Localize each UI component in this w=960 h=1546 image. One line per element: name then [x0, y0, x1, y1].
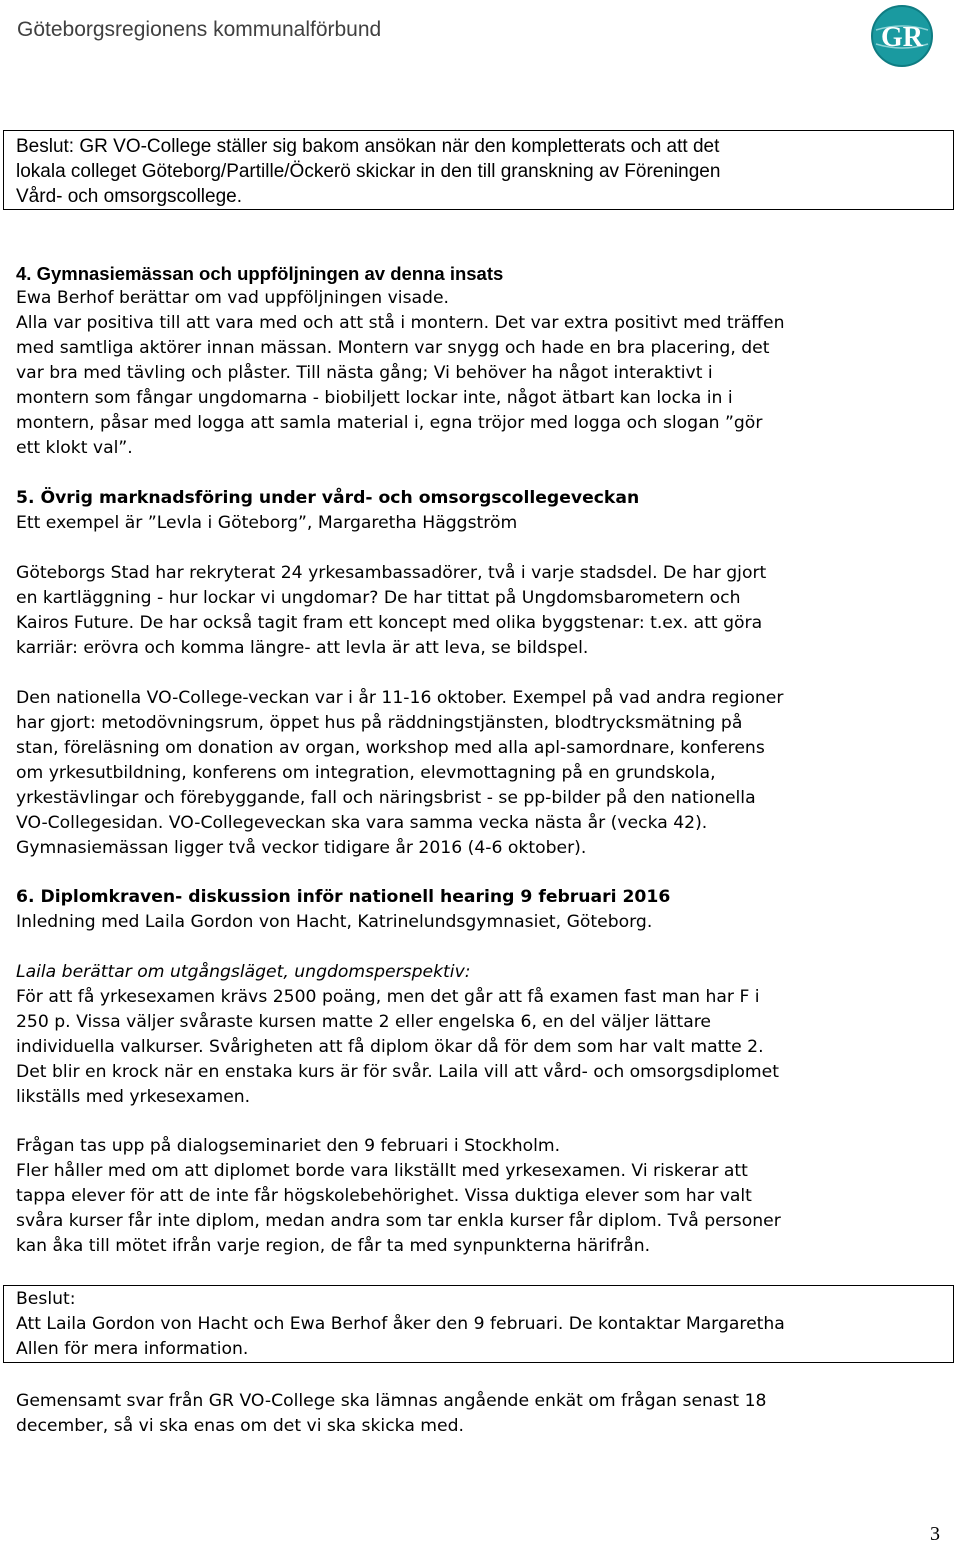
decision-box-college: [3, 130, 954, 210]
section-4-body: montern som fångar ungdomarna - biobiljett lockar inte, något ätbart kan locka in i: [16, 388, 733, 408]
paragraph-line: individuella valkurser. Svårigheten att få diplom ökar då för dem som har valt matte 2.: [16, 1037, 764, 1057]
closing-paragraph: [16, 1389, 951, 1439]
section-4-body: ett klokt val”.: [16, 438, 133, 458]
paragraph-line: Kairos Future. De har också tagit fram ett koncept med olika byggstenar: t.ex. att göra: [16, 613, 763, 633]
section-4-body: montern, påsar med logga att samla material i, egna tröjor med logga och slogan ”gör: [16, 413, 763, 433]
box2-line: Att Laila Gordon von Hacht och Ewa Berhof åker den 9 februari. De kontaktar Margaretha: [16, 1314, 785, 1334]
paragraph-line: stan, föreläsning om donation av organ, workshop med alla apl-samordnare, konferens: [16, 738, 765, 758]
section-5-heading: 5. Övrig marknadsföring under vård- och omsorgscollegeveckan: [16, 488, 640, 508]
paragraph-line: Den nationella VO-College-veckan var i år 11-16 oktober. Exempel på vad andra regioner: [16, 688, 784, 708]
decision-box-hearing: [3, 1285, 954, 1363]
box2-line: Allen för mera information.: [16, 1339, 249, 1359]
section-4-body: med samtliga aktörer innan mässan. Montern var snygg och hade en bra placering, det: [16, 338, 770, 358]
section-5-para1: [16, 561, 951, 661]
section-6-para1: [16, 960, 951, 1110]
paragraph-line: om yrkesutbildning, konferens om integration, elevmottagning på en grundskola,: [16, 763, 716, 783]
box1-line: Beslut: GR VO-College ställer sig bakom ansökan när den kompletterats och att det: [16, 136, 720, 157]
paragraph-line: december, så vi ska enas om det vi ska skicka med.: [16, 1416, 464, 1436]
paragraph-line: Det blir en krock när en enstaka kurs är för svår. Laila vill att vård- och omsorgsdiplomet: [16, 1062, 779, 1082]
paragraph-line: yrkestävlingar och förebyggande, fall och näringsbrist - se pp-bilder på den nationella: [16, 788, 756, 808]
box1-line: lokala colleget Göteborg/Partille/Öckerö skickar in den till granskning av Föreningen: [16, 161, 721, 182]
section-4-heading: 4. Gymnasiemässan och uppföljningen av denna insats: [16, 263, 504, 284]
section-5-para2: [16, 686, 951, 861]
paragraph-line: likställs med yrkesexamen.: [16, 1087, 251, 1107]
paragraph-line: kan åka till mötet ifrån varje region, de får ta med synpunkterna härifrån.: [16, 1236, 651, 1256]
paragraph-line: svåra kurser får inte diplom, medan andra som tar enkla kurser får diplom. Två personer: [16, 1211, 781, 1231]
paragraph-line: Gymnasiemässan ligger två veckor tidigare år 2016 (4-6 oktober).: [16, 838, 587, 858]
paragraph-line: en kartläggning - hur lockar vi ungdomar? De har tittat på Ungdomsbarometern och: [16, 588, 741, 608]
section-5-subtitle: Ett exempel är ”Levla i Göteborg”, Margaretha Häggström: [16, 513, 518, 533]
section-4: [16, 261, 951, 461]
page-number: 3: [930, 1523, 940, 1545]
section-6-subtitle: Inledning med Laila Gordon von Hacht, Katrinelundsgymnasiet, Göteborg.: [16, 912, 653, 932]
paragraph-line: Gemensamt svar från GR VO-College ska lämnas angående enkät om frågan senast 18: [16, 1391, 767, 1411]
section-6-para2: [16, 1134, 951, 1259]
section-5: [16, 486, 951, 536]
paragraph-line: tappa elever för att de inte får högskolebehörighet. Vissa duktiga elever som har valt: [16, 1186, 752, 1206]
section-4-intro: Ewa Berhof berättar om vad uppföljningen visade.: [16, 288, 450, 308]
paragraph-line: Frågan tas upp på dialogseminariet den 9 februari i Stockholm.: [16, 1136, 561, 1156]
section-6: [16, 885, 951, 935]
paragraph-line: För att få yrkesexamen krävs 2500 poäng, men det går att få examen fast man har F i: [16, 987, 760, 1007]
paragraph-line: 250 p. Vissa väljer svåraste kursen matte 2 eller engelska 6, en del väljer lättare: [16, 1012, 711, 1032]
section-6-italic-label: Laila berättar om utgångsläget, ungdomsperspektiv:: [16, 962, 471, 982]
paragraph-line: Göteborgs Stad har rekryterat 24 yrkesambassadörer, två i varje stadsdel. De har gjort: [16, 563, 767, 583]
paragraph-line: Fler håller med om att diplomet borde vara likställt med yrkesexamen. Vi riskerar att: [16, 1161, 748, 1181]
box1-line: Vård- och omsorgscollege.: [16, 186, 242, 207]
section-4-body: Alla var positiva till att vara med och att stå i montern. Det var extra positivt med träffen: [16, 313, 785, 333]
org-name: Göteborgsregionens kommunalförbund: [17, 18, 382, 41]
paragraph-line: VO-Collegesidan. VO-Collegeveckan ska vara samma vecka nästa år (vecka 42).: [16, 813, 708, 833]
logo-text: GR: [881, 22, 923, 53]
paragraph-line: karriär: erövra och komma längre- att levla är att leva, se bildspel.: [16, 638, 589, 658]
gr-logo: [870, 4, 934, 68]
section-6-heading: 6. Diplomkraven- diskussion inför nationell hearing 9 februari 2016: [16, 887, 671, 907]
paragraph-line: har gjort: metodövningsrum, öppet hus på räddningstjänsten, blodtrycksmätning på: [16, 713, 743, 733]
section-4-body: var bra med tävling och plåster. Till nästa gång; Vi behöver ha något interaktivt i: [16, 363, 713, 383]
box2-line: Beslut:: [16, 1289, 76, 1309]
